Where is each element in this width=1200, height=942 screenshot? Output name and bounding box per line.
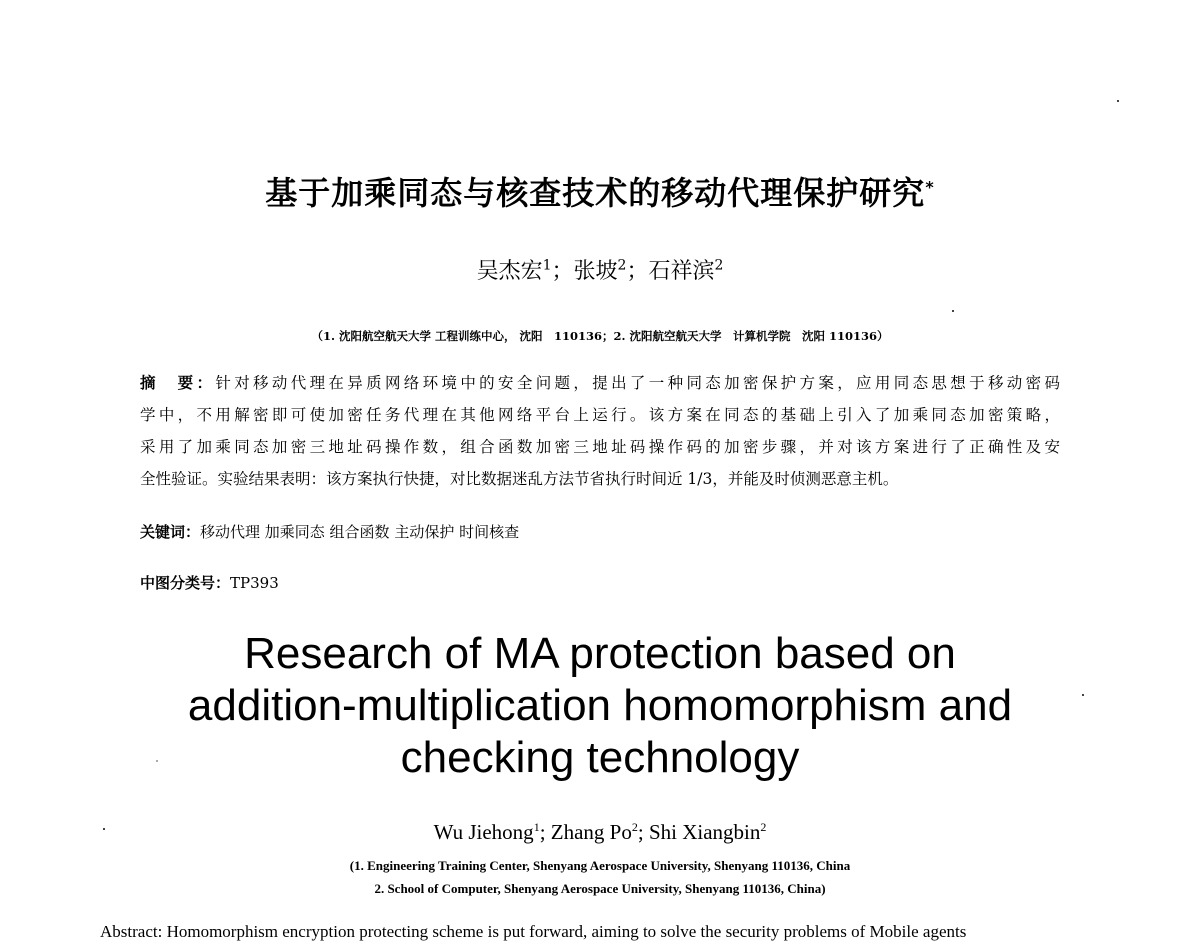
author-name: Zhang Po [550, 820, 632, 844]
english-title-line: checking technology [400, 733, 800, 782]
english-title-line: addition-multiplication homomorphism and [187, 681, 1013, 730]
english-affiliation-1: (1. Engineering Training Center, Shenyang Aerospace University, Shenyang 110136, China [349, 858, 851, 873]
scan-speck [103, 828, 105, 830]
scan-speck [156, 760, 158, 762]
abstract-line [140, 367, 1060, 399]
author-sup: 2 [631, 820, 638, 834]
title-footnote-mark: * [925, 177, 935, 197]
author-sup: 1 [542, 257, 552, 274]
english-affiliation-2: 2. School of Computer, Shenyang Aerospace University, Shenyang 110136, China) [374, 881, 826, 896]
clc-label: 中图分类号： [140, 574, 231, 592]
author-sup: 2 [617, 257, 627, 274]
keywords [140, 521, 519, 542]
abstract-line: 学中，不用解密即可使加密任务代理在其他网络平台上运行。该方案在同态的基础上引入了加乘同态加密策略， [140, 406, 1060, 424]
english-title [0, 628, 1200, 784]
chinese-title [0, 168, 1200, 214]
scan-speck [952, 310, 954, 312]
author-sep: ; [539, 820, 551, 844]
author-name: 张坡 [573, 259, 618, 284]
chinese-abstract [0, 367, 1060, 495]
classification-number [140, 572, 279, 593]
author-sep: ; [637, 820, 649, 844]
keywords-label: 关键词： [140, 523, 201, 541]
clc-value: TP393 [230, 574, 279, 592]
author-name: 吴杰宏 [476, 259, 543, 284]
author-sup: 2 [714, 257, 724, 274]
abstract-line: 全性验证。实验结果表明：该方案执行快捷，对比数据迷乱方法节省执行时间近 1/3，并能及时侦测恶意主机。 [140, 470, 899, 488]
scan-speck [1082, 694, 1084, 696]
english-authors [0, 820, 1200, 845]
chinese-title-text: 基于加乘同态与核查技术的移动代理保护研究 [265, 174, 926, 212]
abstract-label: 摘 要： [140, 373, 216, 392]
chinese-authors [0, 254, 1200, 285]
chinese-affiliation: （1. 沈阳航空航天大学 工程训练中心， 沈阳 110136；2. 沈阳航空航天大学 计算机学院 沈阳 110136） [311, 329, 889, 343]
author-sup: 2 [760, 820, 767, 834]
author-sep: ； [626, 259, 649, 284]
keywords-text: 移动代理 加乘同态 组合函数 主动保护 时间核查 [200, 523, 520, 541]
author-name: 石祥滨 [648, 259, 715, 284]
scan-speck [1117, 100, 1119, 102]
author-name: Wu Jiehong [433, 820, 534, 844]
author-name: Shi Xiangbin [648, 820, 761, 844]
english-abstract-partial: Abstract: Homomorphism encryption protecting scheme is put forward, aiming to solve the security problems of Mobile agents [100, 922, 967, 941]
english-title-line: Research of MA protection based on [244, 629, 956, 678]
author-sep: ； [551, 259, 574, 284]
abstract-line: 采用了加乘同态加密三地址码操作数，组合函数加密三地址码操作码的加密步骤，并对该方案进行了正确性及安 [140, 438, 1060, 456]
abstract-text: 针对移动代理在异质网络环境中的安全问题，提出了一种同态加密保护方案，应用同态思想于移动密码 [215, 374, 1060, 392]
author-sup: 1 [533, 820, 540, 834]
